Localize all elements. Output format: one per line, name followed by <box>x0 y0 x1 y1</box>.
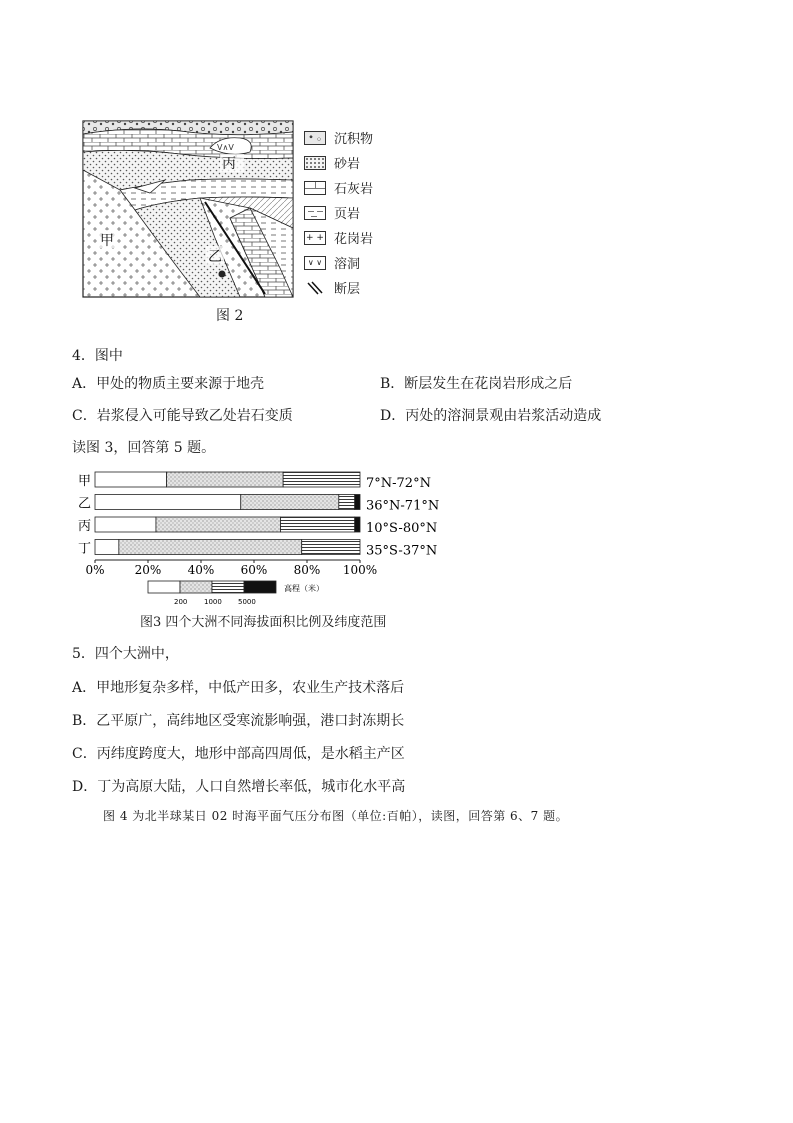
bar-segment <box>167 472 284 487</box>
latitude-range-label: 35°S-37°N <box>366 543 438 559</box>
bar-segment <box>339 495 355 510</box>
figure-2-caption: 图 2 <box>216 308 244 324</box>
legend-granite: + + 花岗岩 <box>304 228 373 247</box>
legend-threshold-5000: 5000 <box>238 598 256 606</box>
category-label: 丁 <box>78 541 92 557</box>
x-tick-label: 80% <box>293 563 321 577</box>
bar-segment <box>302 540 360 555</box>
x-tick-label: 0% <box>85 563 105 577</box>
question-5-option-c: C．丙纬度跨度大，地形中部高四周低，是水稻主产区 <box>72 746 405 762</box>
x-tick-label: 60% <box>240 563 268 577</box>
latitude-range-label: 7°N-72°N <box>366 476 431 491</box>
bar-segment <box>281 517 355 532</box>
bar-segment <box>283 472 360 487</box>
question-5-option-a: A．甲地形复杂多样，中低产田多，农业生产技术落后 <box>72 680 405 696</box>
legend-sandstone: 砂岩 <box>304 153 360 172</box>
bar-segment <box>355 517 360 532</box>
figure-3-legend <box>148 581 324 606</box>
question-5-option-b: B．乙平原广，高纬地区受寒流影响强，港口封冻期长 <box>72 713 405 729</box>
bar-segment <box>355 495 360 510</box>
x-tick-label: 20% <box>134 563 162 577</box>
bar-segment <box>156 517 281 532</box>
figure-3-caption: 图3 四个大洲不同海拔面积比例及纬度范围 <box>140 615 387 630</box>
category-label: 丙 <box>78 519 92 534</box>
latitude-range-label: 10°S-80°N <box>366 521 438 536</box>
label-jia: 甲 <box>100 233 114 249</box>
bar-segment <box>95 472 167 487</box>
legend-threshold-1000: 1000 <box>204 598 222 606</box>
bar-segment <box>241 495 339 510</box>
legend-unit: 高程（米） <box>284 584 324 593</box>
question-5-stem: 5．四个大洲中， <box>72 646 179 662</box>
bar-segment <box>95 540 119 555</box>
latitude-range-label: 36°N-71°N <box>366 498 440 514</box>
figure-3-chart <box>70 468 470 608</box>
question-5-intro: 读图 3，回答第 5 题。 <box>72 440 216 456</box>
question-5-option-d: D．丁为高原大陆，人口自然增长率低，城市化水平高 <box>72 779 406 795</box>
label-yi: 乙 <box>208 249 222 265</box>
question-4-option-a: A．甲处的物质主要来源于地壳 <box>72 376 265 392</box>
question-4-option-b: B．断层发生在花岗岩形成之后 <box>380 376 573 392</box>
x-tick-label: 100% <box>342 563 378 577</box>
category-label: 甲 <box>78 474 92 489</box>
legend-threshold-200: 200 <box>174 598 188 606</box>
legend-sediment: 沉积物 <box>304 128 373 147</box>
question-4-stem: 4．图中 <box>72 348 123 364</box>
x-tick-label: 40% <box>187 563 215 577</box>
legend-shale: 页岩 <box>304 203 360 222</box>
legend-limestone: 石灰岩 <box>304 178 373 197</box>
bar-segment <box>119 540 302 555</box>
bar-segment <box>95 495 241 510</box>
figure-4-intro: 图 4 为北半球某日 02 时海平面气压分布图（单位:百帕），读图，回答第 6、7 题。 <box>103 809 569 823</box>
question-4-option-c: C．岩浆侵入可能导致乙处岩石变质 <box>72 408 293 424</box>
bar-segment <box>95 517 156 532</box>
question-4-option-d: D．丙处的溶洞景观由岩浆活动造成 <box>380 408 602 424</box>
legend-cave: ∨ ∨ 溶洞 <box>304 253 360 272</box>
legend-fault: 断层 <box>304 278 360 297</box>
category-label: 乙 <box>78 496 92 512</box>
svg-text:V∧V: V∧V <box>217 143 234 152</box>
fault-symbol <box>304 281 326 295</box>
label-bing: 丙 <box>222 156 236 172</box>
